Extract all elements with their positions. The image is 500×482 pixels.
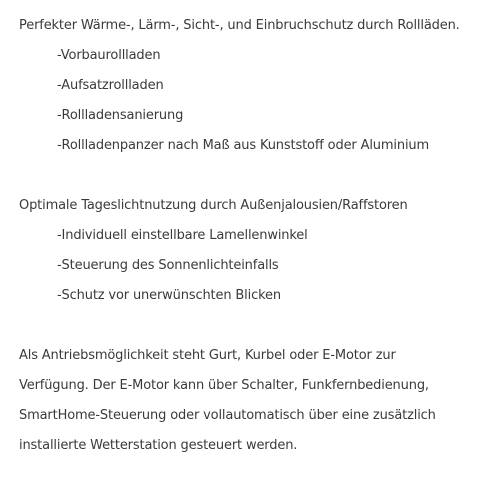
list-item: -Aufsatzrollladen xyxy=(57,78,164,93)
list-item: -Vorbaurollladen xyxy=(57,48,161,63)
section-1-heading: Perfekter Wärme-, Lärm-, Sicht-, und Einbruchschutz durch Rollläden. xyxy=(19,18,460,33)
list-item: -Individuell einstellbare Lamellenwinkel xyxy=(57,228,308,243)
list-item: -Schutz vor unerwünschten Blicken xyxy=(57,288,281,303)
paragraph-line: installierte Wetterstation gesteuert werden. xyxy=(19,438,298,453)
list-item: -Steuerung des Sonnenlichteinfalls xyxy=(57,258,279,273)
list-item: -Rollladenpanzer nach Maß aus Kunststoff oder Aluminium xyxy=(57,138,430,153)
paragraph-line: Als Antriebsmöglichkeit steht Gurt, Kurbel oder E-Motor zur xyxy=(19,348,396,363)
paragraph-line: SmartHome-Steuerung oder vollautomatisch über eine zusätzlich xyxy=(19,408,436,423)
section-2-heading: Optimale Tageslichtnutzung durch Außenjalousien/Raffstoren xyxy=(19,198,408,213)
paragraph-line: Verfügung. Der E-Motor kann über Schalter, Funkfernbedienung, xyxy=(19,378,429,393)
list-item: -Rollladensanierung xyxy=(57,108,184,123)
